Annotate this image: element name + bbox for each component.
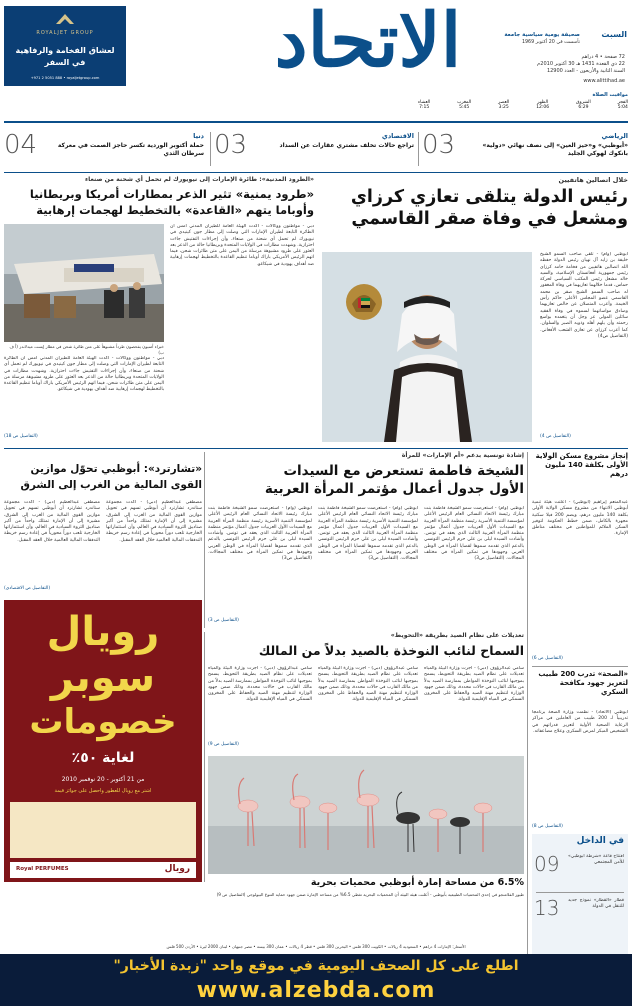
inside-box [532, 834, 628, 954]
health-more[interactable]: (التفاصيل ص 8) [532, 824, 563, 829]
yemen-body: دبي - مواطنون ووكالات - أكدت الهيئة العامة للطيران المدني أمس أن الطائرة التابعة لطيران الإمارات التي وصلت إلى مطار جون كينيدي في نيويورك لم تحمل أي شحنة من صنعاء، وأن إجراءات التفتيش جاءت احترازية. وشهدت مطارات في الولايات المتحدة وبريطانيا حالة من الذعر بعد العثور على طرود مشبوهة مرسلة من اليمن على متن طائرات شحن، فيما اتهم الرئيس الأمريكي باراك أوباما تنظيم القاعدة بالتخطيط لهجمات إرهابية ضد أهداف يهودية في شيكاغو. [170, 224, 314, 267]
yemen-story[interactable] [4, 176, 314, 446]
prayer-item: الشروق 6:29 [576, 100, 591, 110]
yemen-title-line1: «طرود يمنية» تثير الذعر بمطارات أمريكا وبريطانيا [29, 187, 314, 201]
sheikha-body-col2: أبوظبي (وام) - استعرضت سمو الشيخة فاطمة بنت مبارك رئيسة الاتحاد النسائي العام الرئيس الأعلى لمؤسسة التنمية الأسرية رئيسة منظمة المرأة العربية مع السيدات الأول العربيات جدول أعمال مؤتمر منظمة المرأة العربية الثالث الذي يعقد في تونس. وأشادت السيدة ليلى بن علي حرم الرئيس التونسي بالدعم الذي تقدمه سموها لقضايا المرأة في الوطن العربي وجهودها في تمكين المرأة في مختلف المجالات. (التفاصيل ص3) [318, 506, 418, 562]
prayer-item: العصر 3:25 [498, 100, 510, 110]
tagline: صحيفة يومية سياسية جامعة [504, 32, 580, 38]
divider [204, 452, 205, 628]
masthead-rule [4, 121, 628, 123]
lead-more[interactable]: (التفاصيل ص 4) [540, 434, 571, 439]
fishing-title: السماح لنائب النوخذة بالصيد بدلاً من المالك [258, 643, 524, 658]
sidebar-divider [527, 452, 528, 982]
fishing-kicker: تعديلات على نظام الصيد بطريقة «التحويط» [390, 632, 524, 639]
fishing-more[interactable]: (التفاصيل ص 9) [208, 742, 239, 747]
teaser-dunia[interactable] [4, 128, 204, 170]
sheikha-kicker: إشادة تونسية بدعم «أم الإمارات» للمرأة [401, 452, 524, 459]
fishing-body-col2: سامي عبدالرؤوف (دبي) - أجرت وزارة البيئة والمياه تعديلات على نظام الصيد بطريقة التحويط، يسمح بموجبها لنائب النوخذة المواطن بممارسة الصيد بدلاً من مالك القارب في حالات محددة، وذلك ضمن جهود الوزارة لتنظيم مهنة الصيد والحفاظ على المخزون السمكي في المياه الإقليمية للدولة. [318, 666, 418, 703]
ad-store-list [10, 802, 196, 858]
date-line: 22 ذي القعدة 1431 هـ 30 أكتوبر 2010م [537, 61, 625, 67]
prayer-title: مواقيت الصلاة [592, 92, 628, 98]
right-sidebar [532, 452, 628, 982]
ad-line1: رويال [46, 609, 160, 655]
ad-line3: خصومات [29, 702, 177, 742]
shartered-body-col1: مصطفى عبدالعظيم (دبي) - أكدت مجموعة ستاندرد تشارترد أن أبوظبي تسهم في تحويل موازين القوى المالية من الغرب إلى الشرق، مشيرة إلى أن الإمارة تمتلك واحداً من أكبر صناديق الثروة السيادية في العالم، وأن استثماراتها الخارجية تلعب دوراً محورياً في إعادة رسم خريطة التدفقات المالية العالمية خلال العقد المقبل. [106, 500, 202, 543]
yemen-title-line2: وأوباما يتهم «القاعدة» بالتخطيط لهجمات إرهابية [36, 203, 314, 217]
teaser-number: 03 [214, 130, 248, 160]
ad-note: اشتر مع رويال للعطور واحصل على جوائز قيمة [54, 788, 152, 794]
founded-line: تأسست في 20 أكتوبر 1969 [521, 40, 580, 45]
lead-kicker: خلال اتصالين هاتفيين [558, 176, 628, 184]
shartered-story[interactable] [4, 452, 202, 594]
royaljet-line2: في السفر [44, 58, 86, 67]
shartered-title-line2: القوى المالية من الغرب إلى الشرق [20, 479, 202, 491]
banner-text: اطلع على كل الصحف اليومية في موقع واحد "زبدة الأخبار" [113, 958, 519, 974]
lead-body: أبوظبي (وام) - تلقى صاحب السمو الشيخ خليفة بن زايد آل نهيان رئيس الدولة حفظه الله اتصالين هاتفيين من فخامة حامد كرزاي رئيس جمهورية أفغانستان الإسلامية، والسيد خالد مشعل رئيس المكتب السياسي لحركة حماس، قدما خلالهما تعازيهما في وفاة المغفور له صاحب السمو الشيخ صقر بن محمد القاسمي عضو المجلس الأعلى حاكم رأس الخيمة. وأعرب المتصلان عن خالص تعازيهما وصادق مواساتهما لسموه في وفاة الفقيد سائلين المولى عز وجل أن يتغمده بواسع رحمته وأن يلهم أهله وذويه الصبر والسلوان. كما أعرب كرزاي عن تعازي الشعب الأفغاني. (التفاصيل ص4) [540, 252, 628, 339]
teaser-title: تراجع حالات تخلف مشتري عقارات عن السداد [279, 142, 414, 149]
reserves-title[interactable]: 6.5% من مساحة إمارة أبوظبي محميات بحرية [310, 877, 524, 888]
divider [210, 132, 211, 166]
royaljet-logo-icon [54, 12, 76, 28]
newspaper-logo[interactable]: الاتحاد [274, 0, 462, 84]
yemen-photo [4, 224, 164, 342]
ad-discount: لغاية ٥٠٪ [71, 750, 135, 766]
website[interactable]: www.alittihad.ae [583, 78, 625, 84]
prayer-item: المغرب 5:45 [457, 100, 472, 110]
teaser-rule [4, 172, 628, 173]
teaser-bar [4, 128, 628, 170]
teaser-number: 03 [422, 130, 456, 160]
divider [204, 632, 205, 882]
yemen-kicker: «الطرود المدنية»: طائرة الإمارات إلى نيويورك لم تحمل أي شحنة من صنعاء [84, 176, 314, 183]
yemen-more[interactable]: (التفاصيل ص 18) [4, 434, 38, 439]
fishing-story[interactable] [208, 632, 524, 752]
sheikha-title-line2: الأول جدول أعمال مؤتمر المرأة العربية [264, 481, 524, 497]
ad-royaljet[interactable] [4, 6, 126, 86]
lead-title-line1: رئيس الدولة يتلقى تعازي كرزاي [350, 187, 628, 207]
divider [536, 892, 624, 893]
fishing-body-col1: سامي عبدالرؤوف (دبي) - أجرت وزارة البيئة والمياه تعديلات على نظام الصيد بطريقة التحويط، يسمح بموجبها لنائب النوخذة المواطن بممارسة الصيد بدلاً من مالك القارب في حالات محددة، وذلك ضمن جهود الوزارة لتنظيم مهنة الصيد والحفاظ على المخزون السمكي في المياه الإقليمية للدولة. [424, 666, 524, 703]
ad-logo-en: Royal PERFUMES [16, 866, 69, 872]
divider [418, 132, 419, 166]
prayer-list [418, 100, 628, 110]
inside-text: قطار «القطار» نموذج جديد للتنقل في الدولة [568, 898, 624, 910]
royaljet-line1: لعشاق الفخامة والرفاهية [15, 46, 115, 55]
ad-royal-perfumes[interactable] [4, 600, 202, 882]
sheikha-more[interactable]: (التفاصيل ص 3) [208, 618, 239, 623]
yemen-caption: خبراء أمنيون يفحصون طرداً مشبوهاً على متن طائرة شحن في مطار إيست ميدلاندز (أ ف ب) [9, 344, 164, 355]
pages-issue: 72 صفحة • 4 دراهم [581, 54, 625, 60]
banner-site[interactable]: www.alzebda.com [196, 978, 436, 1003]
flamingo-photo [208, 756, 524, 874]
fishing-body-col3: سامي عبدالرؤوف (دبي) - أجرت وزارة البيئة والمياه تعديلات على نظام الصيد بطريقة التحويط، يسمح بموجبها لنائب النوخذة المواطن بممارسة الصيد بدلاً من مالك القارب في حالات محددة، وذلك ضمن جهود الوزارة لتنظيم مهنة الصيد والحفاظ على المخزون السمكي في المياه الإقليمية للدولة. [208, 666, 312, 703]
prayer-item: الظهر 12:06 [536, 100, 550, 110]
teaser-section: الرياضي [601, 132, 628, 140]
teaser-section: الاقتصادي [381, 132, 414, 140]
sheikha-title-line1: الشيخة فاطمة تستعرض مع السيدات [283, 463, 524, 479]
inside-item[interactable] [532, 850, 628, 890]
shartered-title-line1: «تشارترد»: أبوظبي تحوّل موازين [30, 463, 202, 475]
day-label: السبت [601, 30, 627, 39]
prayer-times [418, 92, 628, 116]
housing-title[interactable]: إنجاز مشروع مسكن الولاية الأولى بكلفة 140 مليون درهم [535, 452, 628, 478]
housing-body: عبدالمنعم إبراهيم (أبوظبي) - أعلنت هيئة تنمية أبوظبي الانتهاء من مشروع مسكن الولاية الأولى بكلفة 140 مليون درهم، ويضم 200 فيلا سكنية مجهزة بالكامل، ضمن خطط الحكومة لتوفير السكن الملائم للمواطنين في مختلف مناطق الإمارة. [532, 500, 628, 537]
ad-line2: سوبر [50, 655, 156, 701]
reserves-caption: طيور الفلامنجو في إحدى المحميات الطبيعية بأبوظبي - أعلنت هيئة البيئة أن المحميات البحرية تغطي 6.5% من مساحة الإمارة ضمن جهود حماية التنوع البيولوجي (التفاصيل ص 9) [216, 892, 524, 897]
zebda-banner[interactable] [0, 954, 632, 1006]
royaljet-brand: ROYALJET GROUP [36, 30, 94, 36]
shartered-body-col2: مصطفى عبدالعظيم (دبي) - أكدت مجموعة ستاندرد تشارترد أن أبوظبي تسهم في تحويل موازين القوى المالية من الغرب إلى الشرق، مشيرة إلى أن الإمارة تمتلك واحداً من أكبر صناديق الثروة السيادية في العالم، وأن استثماراتها الخارجية تلعب دوراً محورياً في إعادة رسم خريطة التدفقات المالية العالمية خلال العقد المقبل. [4, 500, 100, 543]
lead-story[interactable] [322, 176, 628, 446]
teaser-number: 04 [4, 130, 38, 160]
health-body: أبوظبي (الاتحاد) - نظمت وزارة الصحة برنامجاً تدريبياً لـ 200 طبيب من العاملين في مراكز الرعاية الصحية الأولية لتعزيز قدراتهم في التشخيص المبكر لمرض السكري وعلاج مضاعفاته. [532, 710, 628, 734]
shartered-more[interactable]: (التفاصيل ص الاقتصادي) [4, 586, 51, 591]
teaser-title: حملة أكتوبر الوردية تكسر حاجز الصمت في معركة سرطان الثدي [57, 142, 204, 157]
divider [532, 666, 628, 667]
inside-number: 09 [534, 852, 560, 876]
year-issue: السنة الثانية والأربعون - العدد 12900 [546, 68, 625, 74]
teaser-economy[interactable] [214, 128, 414, 170]
price-line: الأسعار: الإمارات 4 دراهم • السعودية 4 ريالات • الكويت 300 فلس • البحرين 300 فلس • قطر 4 ريالات • عمان 300 بيسة • مصر جنيهان • لبنان 2000 ليرة • الأردن 500 فلس [166, 944, 466, 949]
teaser-title: «أبوظبي» و«خيز العين» إلى نصف نهائي «دولية» بانكوك لهوكي الجليد [482, 142, 628, 157]
yemen-body-col2: دبي - مواطنون ووكالات - أكدت الهيئة العامة للطيران المدني أمس أن الطائرة التابعة لطيران الإمارات التي وصلت إلى مطار جون كينيدي في نيويورك لم تحمل أي شحنة من صنعاء، وأن إجراءات التفتيش جاءت احترازية. وشهدت مطارات في الولايات المتحدة وبريطانيا حالة من الذعر بعد العثور على طرود مشبوهة مرسلة من اليمن على متن طائرات شحن، فيما اتهم الرئيس الأمريكي باراك أوباما تنظيم القاعدة بالتخطيط لهجمات إرهابية ضد أهداف يهودية في شيكاغو. [4, 356, 164, 393]
masthead [0, 0, 632, 92]
prayer-item: الفجر 5:04 [617, 100, 628, 110]
ad-logo-box [10, 862, 196, 878]
sheikha-story[interactable] [208, 452, 524, 628]
inside-text: افتتاح قاعة «شرطة أبوظبي» للأمن المجتمعي [568, 854, 624, 866]
prayer-item: العشاء 7:15 [418, 100, 431, 110]
health-title[interactable]: «الصحة» تدرب 200 طبيب لتعزيز جهود مكافحة السكري [538, 670, 628, 696]
teaser-section: دنيا [193, 132, 204, 140]
ad-logo-ar: رويال [164, 864, 190, 874]
teaser-sport[interactable] [422, 128, 628, 170]
inside-number: 13 [534, 896, 560, 920]
mid-rule [4, 448, 628, 449]
ad-dates: من 21 أكتوبر - 20 نوفمبر 2010 [61, 776, 145, 783]
royaljet-contact: +971 2 5051 888 • royaljetgroup.com [30, 76, 100, 80]
lead-title-line2: ومشعل في وفاة صقر القاسمي [351, 209, 628, 229]
inside-item[interactable] [532, 894, 628, 934]
inside-title: في الداخل [576, 836, 624, 846]
housing-more[interactable]: (التفاصيل ص 6) [532, 656, 563, 661]
sheikha-body-col1: أبوظبي (وام) - استعرضت سمو الشيخة فاطمة بنت مبارك رئيسة الاتحاد النسائي العام الرئيس الأعلى لمؤسسة التنمية الأسرية رئيسة منظمة المرأة العربية مع السيدات الأول العربيات جدول أعمال مؤتمر منظمة المرأة العربية الثالث الذي يعقد في تونس. وأشادت السيدة ليلى بن علي حرم الرئيس التونسي بالدعم الذي تقدمه سموها لقضايا المرأة في الوطن العربي وجهودها في تمكين المرأة في مختلف المجالات. (التفاصيل ص3) [424, 506, 524, 562]
sheikha-body-col3: أبوظبي (وام) - استعرضت سمو الشيخة فاطمة بنت مبارك رئيسة الاتحاد النسائي العام الرئيس الأعلى لمؤسسة التنمية الأسرية رئيسة منظمة المرأة العربية مع السيدات الأول العربيات جدول أعمال مؤتمر منظمة المرأة العربية الثالث الذي يعقد في تونس. وأشادت السيدة ليلى بن علي حرم الرئيس التونسي بالدعم الذي تقدمه سموها لقضايا المرأة في الوطن العربي وجهودها في تمكين المرأة في مختلف المجالات. (التفاصيل ص3) [208, 506, 312, 562]
lead-photo [322, 252, 532, 442]
